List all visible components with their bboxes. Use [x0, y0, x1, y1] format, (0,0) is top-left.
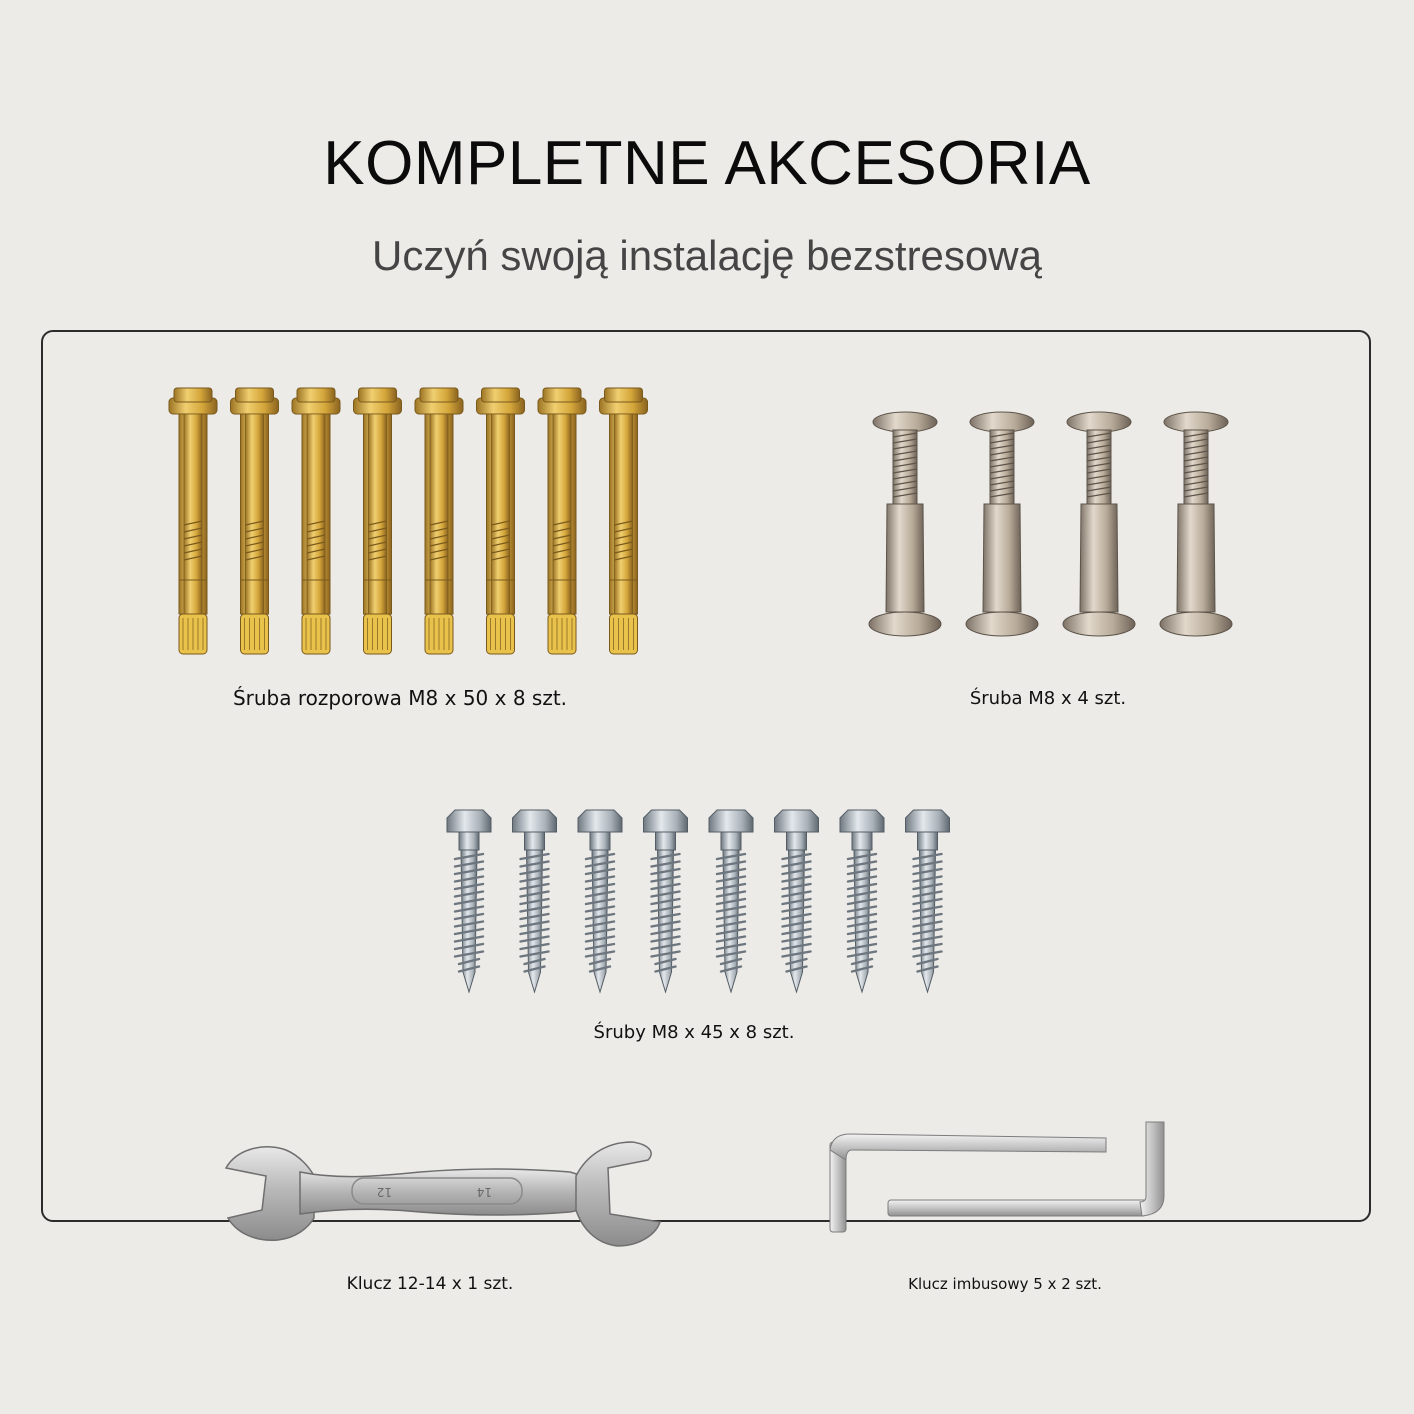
- wood-screw-caption: Śruby M8 x 45 x 8 szt.: [593, 1022, 795, 1043]
- allen-key-icon: [830, 1134, 1106, 1232]
- wrench-caption: Klucz 12-14 x 1 szt.: [346, 1274, 514, 1294]
- page-subtitle: Uczyń swoją instalację bezstresową: [372, 232, 1042, 279]
- page-title: KOMPLETNE AKCESORIA: [323, 129, 1091, 198]
- furniture-screw-caption: Śruba M8 x 4 szt.: [969, 688, 1127, 709]
- wrench-marking-14: 14: [476, 1185, 492, 1199]
- allen-key-caption: Klucz imbusowy 5 x 2 szt.: [908, 1275, 1102, 1293]
- wrench-marking-12: 12: [376, 1185, 392, 1199]
- expansion-bolt-caption: Śruba rozporowa M8 x 50 x 8 szt.: [232, 686, 568, 710]
